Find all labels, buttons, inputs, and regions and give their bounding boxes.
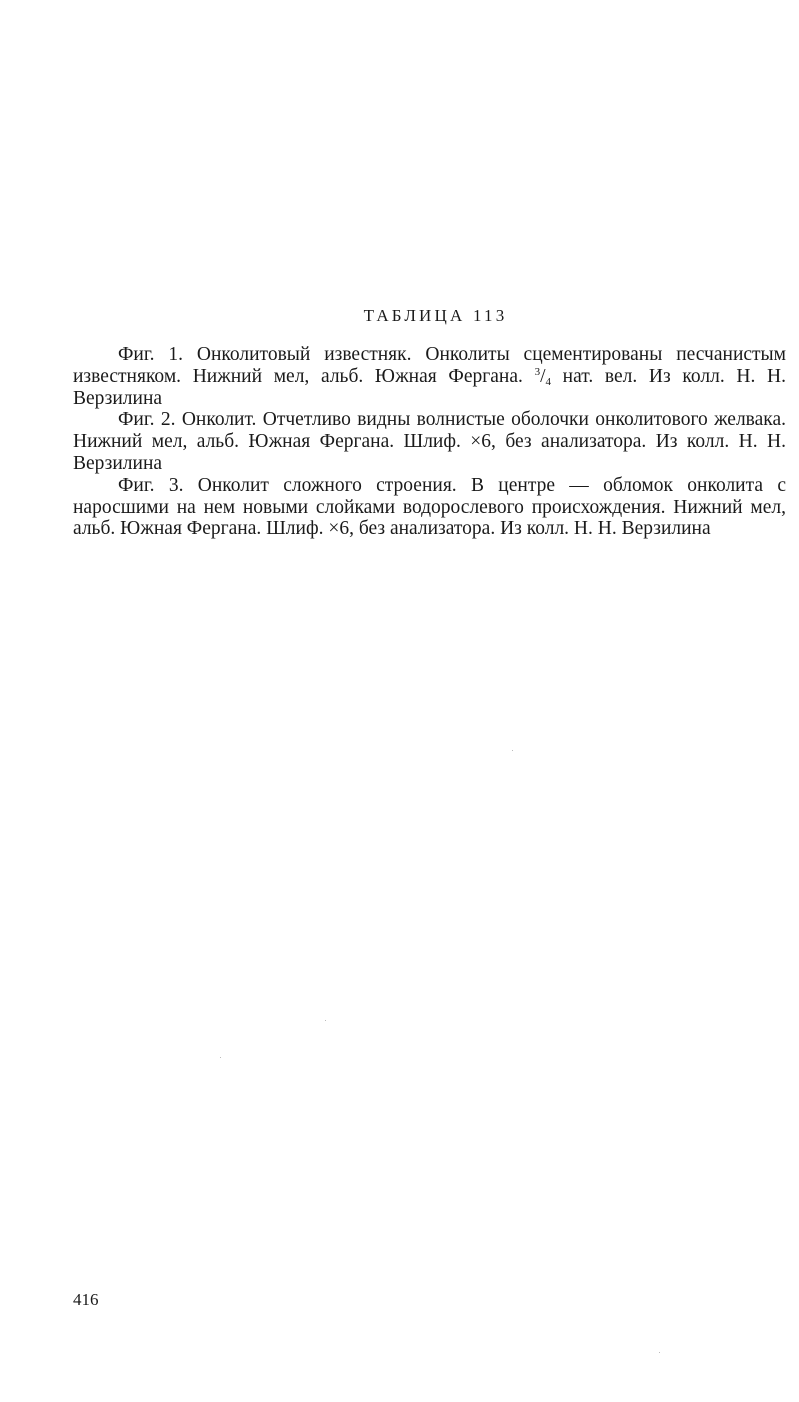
- caption-fig-2: Фиг. 2. Онколит. Отчетливо видны волнистые оболочки онколитового желвака. Нижний мел, альб. Южная Фергана. Шлиф. ×6, без анализатора. Из колл. Н. Н. Верзилина: [73, 409, 786, 474]
- table-title: ТАБЛИЦА 113: [363, 306, 508, 325]
- figure-captions: [73, 344, 786, 540]
- caption-fig-1-lead: Фиг. 1. Онколитовый известняк. Онколиты сцементированы песчанистым известняком. Нижний мел, альб. Южная Фергана.: [73, 344, 786, 387]
- scan-speck: [512, 750, 513, 751]
- scale-fraction: $^3/_4$: [534, 365, 551, 388]
- scan-speck: [659, 1352, 660, 1353]
- caption-fig-1: [73, 344, 786, 409]
- fraction-numerator: 3: [534, 365, 541, 378]
- fraction-denominator: 4: [545, 375, 551, 388]
- scan-speck: [220, 1057, 221, 1058]
- page-number: 416: [73, 1290, 99, 1309]
- caption-fig-3: Фиг. 3. Онколит сложного строения. В центре — обломок онколита с наросшими на нем новыми слойками водорослевого происхождения. Нижний мел, альб. Южная Фергана. Шлиф. ×6, без анализатора. Из колл. Н. Н. Верзилина: [73, 474, 786, 540]
- caption-fig-1-tail: нат. вел. Из колл. Н. Н. Верзилина: [73, 365, 787, 409]
- scan-speck: [325, 1020, 326, 1021]
